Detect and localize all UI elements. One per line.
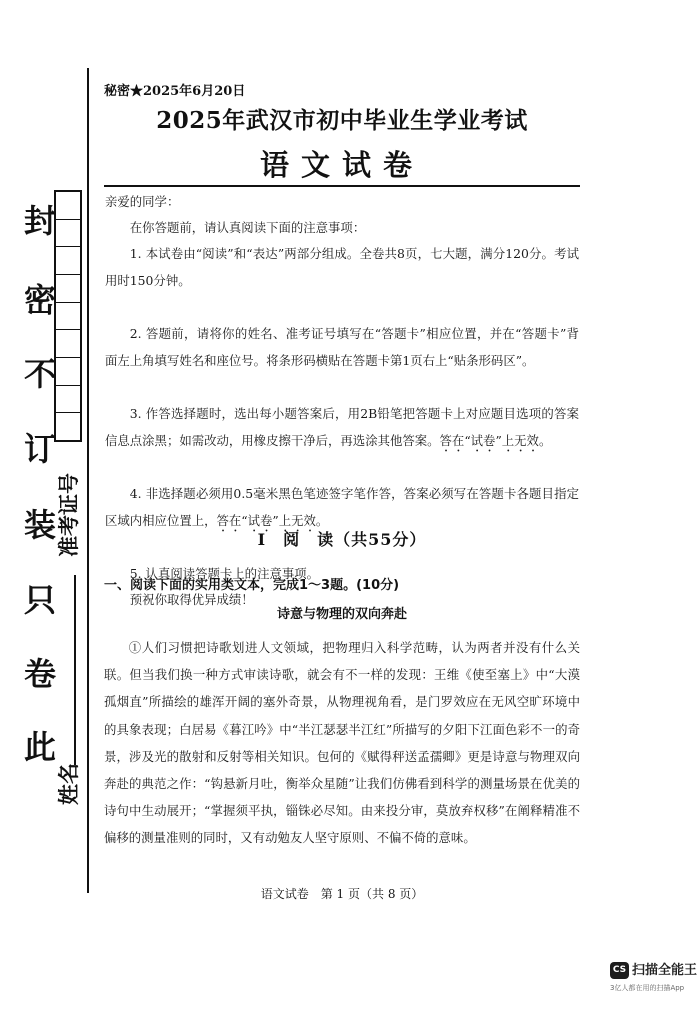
section-heading-reading: I 阅 读（共55分）: [257, 530, 427, 549]
exam-number-label: 准考证号: [57, 473, 81, 557]
exam-number-boxes: [54, 190, 82, 442]
header-rule: [104, 185, 580, 187]
watermark-app-name: 扫描全能王: [632, 963, 698, 978]
instruction-item-5: 5. 认真阅读答题卡上的注意事项。: [129, 566, 320, 581]
instructions-intro: 在你答题前，请认真阅读下面的注意事项：: [129, 220, 366, 235]
binding-line: [87, 68, 89, 893]
binding-char-feng: 封: [23, 202, 56, 240]
binding-char-ding: 订: [23, 430, 56, 468]
watermark-tagline: 3亿人都在用的扫描App: [610, 984, 685, 992]
instruction-item-3: 3. 作答选择题时，选出每小题答案后，用2B铅笔把答题卡上对应题目选项的答案信息点涂黑；如需改动，用橡皮擦干净后，再选涂其他答案。答在“试卷”上无效。: [105, 406, 579, 448]
binding-char-juan: 卷: [23, 655, 56, 693]
exam-title: 2025年武汉市初中毕业生学业考试: [156, 107, 528, 134]
binding-char-bu: 不: [23, 355, 56, 393]
question-group-1-intro: 一、阅读下面的实用类文本，完成1～3题。(10分): [104, 578, 400, 593]
emphasis-invalid-on-paper-2: 答在“试卷”上无效: [216, 512, 316, 528]
instruction-item-1: 1. 本试卷由“阅读”和“表达”两部分组成。全卷共8页，七大题，满分120分。考试用时150分钟。: [105, 246, 579, 288]
article-paragraph-1: ①人们习惯把诗歌划进人文领域，把物理归入科学范畴，认为两者并没有什么关联。但当我们换一种方式审读诗歌，就会有不一样的发现：王维《使至塞上》中“大漠孤烟直”所描绘的雄浑开阔的塞外奇景，从物理视角看，是门罗效应在无风空旷环境中的具象表现；白居易《暮江吟》中“半江瑟瑟半江红”所描写的夕阳下江面色彩不一的奇景，涉及光的散射和反射等相关知识。包何的《赋得秤送孟孺卿》更是诗意与物理双向奔赴的典范之作：“钩悬新月吐，衡举众星随”让我们仿佛看到科学的测量场景在优美的诗句中生动展开；“掌握须平执，锱铢必尽知。由来投分审，莫放弃权移”在阐释精准不偏移的测量准则的同时，又有动勉友人坚守原则、不偏不倚的意味。: [104, 640, 580, 846]
page-footer: 语文试卷 第 1 页（共 8 页）: [260, 887, 424, 901]
binding-char-ci: 此: [23, 728, 56, 766]
name-label: 姓名: [57, 763, 81, 805]
confidential-date: 秘密★2025年6月20日: [104, 84, 246, 99]
good-luck-wish: 预祝你取得优异成绩！: [129, 592, 254, 607]
emphasis-invalid-on-paper: 答在“试卷”上无效: [439, 432, 539, 448]
binding-char-zhuang: 装: [23, 506, 56, 544]
binding-char-zhi: 只: [23, 581, 56, 619]
greeting: 亲爱的同学：: [105, 194, 180, 209]
article-title: 诗意与物理的双向奔赴: [276, 607, 407, 622]
instruction-item-2: 2. 答题前，请将你的姓名、准考证号填写在“答题卡”相应位置，并在“答题卡”背面左上角填写姓名和座位号。将条形码横贴在答题卡第1页右上“贴条形码区”。: [105, 326, 579, 368]
camscanner-logo-icon: CS: [610, 962, 629, 979]
paper-subtitle: 语文试卷: [259, 148, 424, 182]
binding-char-mi: 密: [23, 281, 56, 319]
instruction-item-4: 4. 非选择题必须用0.5毫米黑色笔迹签字笔作答，答案必须写在答题卡各题目指定区域内相应位置上，答在“试卷”上无效。: [105, 486, 579, 528]
